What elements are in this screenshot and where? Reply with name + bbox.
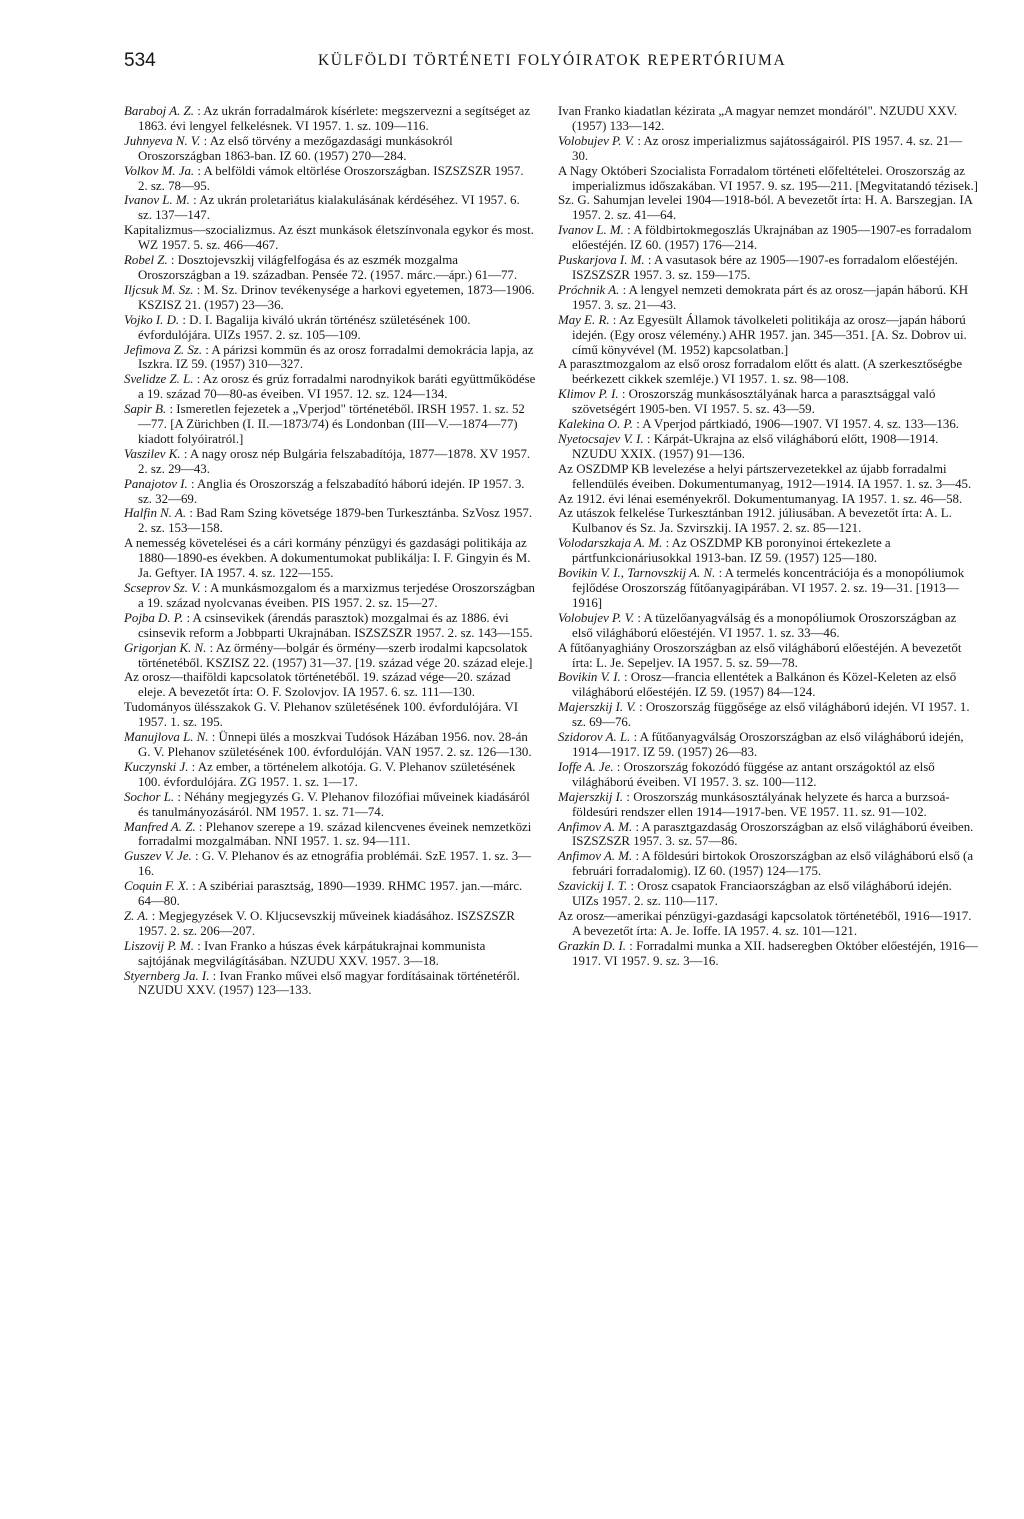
entry-text: : Ismeretlen fejezetek a „Vperjod" történetéből. IRSH 1957. 1. sz. 52—77. [A Zürichben (I. II.—1873/74) és Londonban (III—V.—1874—77) kiadott folyóiratról.]: [138, 402, 525, 446]
bibliography-entry: [124, 969, 536, 999]
entry-text: A nemesség követelései és a cári kormány pénzügyi és gazdasági politikája az 1880—1890-es években. A dokumentumokat publikálja: I. F. Gingyin és M. Ja. Geftyer. IA 1957. 4. sz. 122—155.: [124, 536, 531, 581]
entry-text: : Oroszország munkásosztályának harca a parasztsággal való szövetségért 1905-ben. VI 1957. 5. sz. 43—59.: [572, 387, 936, 417]
entry-author: Svelidze Z. L.: [124, 372, 194, 387]
bibliography-entry: [558, 670, 978, 700]
entry-text: : A nagy orosz nép Bulgária felszabadítója, 1877—1878. XV 1957. 2. sz. 29—43.: [138, 446, 531, 476]
bibliography-entry: [124, 506, 536, 536]
entry-text: Kapitalizmus—szocializmus. Az észt munkások életszínvonala egykor és most. WZ 1957. 5. sz. 466—467.: [124, 223, 534, 253]
entry-text: : Az OSZDMP KB poronyinoi értekezlete a pártfunkcionáriusokkal 1913-ban. IZ 59. (1957) 125—180.: [572, 536, 891, 566]
bibliography-entry: [124, 730, 536, 760]
entry-author: Z. A.: [124, 908, 149, 923]
entry-text: : A munkásmozgalom és a marxizmus terjedése Oroszországban a 19. század nyolcvanas éveiben. PIS 1957. 2. sz. 15—27.: [138, 581, 535, 610]
entry-text: : A termelés koncentrációja és a monopóliumok fejlődése Oroszország fűtőanyagipárában. VI 1957. 2. sz. 19—31. [1913—1916]: [572, 566, 965, 610]
entry-text: : Orosz—francia ellentétek a Balkánon és Közel-Keleten az első világháború előestéjén. IZ 59. (1957) 84—124.: [572, 670, 957, 700]
bibliography-entry: [558, 849, 978, 879]
entry-text: : Az Egyesült Államok távolkeleti politikája az orosz—japán háború idején. (Egy orosz vélemény.) AHR 1957. jan. 345—351. [A. Sz. Dobrov ui. című könyvével (M. 1952) kapcsolatban.]: [572, 312, 967, 357]
bibliography-entry: [558, 387, 978, 417]
entry-text: : Bad Ram Szing követsége 1879-ben Turkesztánba. SzVosz 1957. 2. sz. 153—158.: [138, 506, 533, 536]
bibliography-entry: [124, 581, 536, 611]
bibliography-entry: [124, 313, 536, 343]
entry-text: : Az orosz imperializmus sajátosságairól. PIS 1957. 4. sz. 21—30.: [572, 133, 963, 163]
bibliography-entry: [124, 670, 536, 700]
entry-author: Jefimova Z. Sz.: [124, 342, 203, 357]
entry-author: Iljcsuk M. Sz.: [124, 282, 194, 297]
entry-author: Robel Z.: [124, 253, 168, 268]
bibliography-entry: [558, 492, 978, 507]
bibliography-entry: [558, 223, 978, 253]
bibliography-entry: [558, 909, 978, 939]
bibliography-entry: [124, 283, 536, 313]
entry-author: Baraboj A. Z.: [124, 104, 194, 118]
entry-author: Szavickij I. T.: [558, 879, 628, 894]
bibliography-entry: [124, 134, 536, 164]
bibliography-entry: [558, 730, 978, 760]
entry-author: Ioffe A. Je.: [558, 759, 614, 774]
entry-author: Vojko I. D.: [124, 312, 180, 327]
entry-text: A fűtőanyaghiány Oroszországban az első világháború előestéjén. A bevezetőt írta: L. Je. Sepeljev. IA 1957. 5. sz. 59—78.: [558, 640, 962, 670]
entry-text: : Az ukrán forradalmárok kísérlete: megszervezni a segítséget az 1863. évi lengyel felkelésnek. VI 1957. 1. sz. 109—116.: [138, 104, 531, 133]
entry-text: Sz. G. Sahumjan levelei 1904—1918-ból. A bevezetőt írta: H. A. Barszegjan. IA 1957. 2. sz. 41—64.: [558, 193, 973, 223]
entry-text: : Oroszország munkásosztályának helyzete és harca a burzsoá-földesúri rendszer ellen 1914—1917-ben. VE 1957. 11. sz. 91—102.: [572, 789, 950, 819]
entry-author: Grazkin D. I.: [558, 938, 627, 953]
entry-text: Ivan Franko kiadatlan kézirata „A magyar nemzet mondáról". NZUDU XXV. (1957) 133—142.: [558, 104, 958, 133]
bibliography-entry: [124, 611, 536, 641]
bibliography-entry: [124, 849, 536, 879]
bibliography-entry: [124, 879, 536, 909]
entry-author: Bovikin V. I., Tarnovszkij A. N.: [558, 566, 716, 581]
entry-text: Tudományos ülésszakok G. V. Plehanov születésének 100. évfordulójára. VI 1957. 1. sz. 195.: [124, 700, 519, 730]
entry-text: Az utászok felkelése Turkesztánban 1912. júliusában. A bevezetőt írta: A. L. Kulbanov és Sz. Ja. Szvirszkij. IA 1957. 2. sz. 85—121.: [558, 506, 952, 536]
entry-text: : A szibériai parasztság, 1890—1939. RHMC 1957. jan.—márc. 64—80.: [138, 879, 523, 909]
entry-author: Kuczynski J.: [124, 759, 189, 774]
entry-text: : A földesúri birtokok Oroszországban az első világháború első (a februári forradalomig). IZ 60. (1957) 124—175.: [572, 849, 974, 879]
entry-author: Grigorjan K. N.: [124, 640, 207, 655]
entry-text: : A vasutasok bére az 1905—1907-es forradalom előestéjén. ISZSZSZR 1957. 3. sz. 159—175.: [572, 253, 958, 282]
bibliography-entry: [558, 164, 978, 194]
entry-author: Anfimov A. M.: [558, 849, 633, 864]
entry-author: Juhnyeva N. V.: [124, 133, 201, 148]
entry-author: Vaszilev K.: [124, 446, 181, 461]
entry-author: Coquin F. X.: [124, 879, 189, 894]
entry-text: : Anglia és Oroszország a felszabadító háború idején. IP 1957. 3. sz. 32—69.: [138, 476, 525, 506]
entry-text: : Az első törvény a mezőgazdasági munkásokról Oroszországban 1863-ban. IZ 60. (1957) 270—284.: [138, 133, 453, 163]
entry-author: Volkov M. Ja.: [124, 163, 195, 178]
entry-author: Liszovij P. M.: [124, 938, 194, 953]
entry-author: Anfimov A. M.: [558, 819, 633, 834]
bibliography-entry: [124, 641, 536, 671]
entry-author: Guszev V. Je.: [124, 849, 192, 864]
entry-text: : M. Sz. Drinov tevékenysége a harkovi egyetemen, 1873—1906. KSZISZ 21. (1957) 23—36.: [138, 282, 535, 312]
entry-text: : Néhány megjegyzés G. V. Plehanov filozófiai műveinek kiadásáról és tanulmányozásáról. NM 1957. 1. sz. 71—74.: [138, 789, 530, 819]
bibliography-entry: [558, 313, 978, 358]
bibliography-entry: [558, 760, 978, 790]
entry-author: Majerszkij I.: [558, 789, 624, 804]
bibliography-entry: [558, 820, 978, 850]
entry-author: Ivanov L. M.: [124, 193, 190, 208]
entry-text: A parasztmozgalom az első orosz forradalom előtt és alatt. (A szerkesztőségbe beérkezett cikkek szemléje.) VI 1957. 1. sz. 98—108.: [558, 357, 963, 387]
entry-author: Halfin N. A.: [124, 506, 187, 521]
entry-text: A Nagy Októberi Szocialista Forradalom történeti előfeltételei. Oroszország az imperializmus időszakában. VI 1957. 9. sz. 195—211. [Megvitatandó tézisek.]: [558, 163, 978, 193]
bibliography-entry: [558, 193, 978, 223]
entry-text: : A lengyel nemzeti demokrata párt és az orosz—japán háború. KH 1957. 3. sz. 21—43.: [572, 282, 968, 312]
bibliography-entry: [558, 536, 978, 566]
entry-author: Majerszkij I. V.: [558, 700, 636, 715]
entry-author: Kalekina O. P.: [558, 417, 633, 432]
entry-text: Az orosz—thaiföldi kapcsolatok történetéből. 19. század vége—20. század eleje. A bevezetőt írta: O. F. Szolovjov. IA 1957. 6. sz. 111—130.: [124, 670, 511, 700]
entry-text: : Orosz csapatok Franciaországban az első világháború idején. UIZs 1957. 2. sz. 110—117.: [572, 879, 952, 909]
entry-text: : A parasztgazdaság Oroszországban az első világháború éveiben. ISZSZSZR 1957. 3. sz. 57—86.: [572, 819, 974, 849]
entry-text: : Az orosz és grúz forradalmi narodnyikok baráti együttműködése a 19. század 70—80-as éveiben. VI 1957. 12. sz. 124—134.: [138, 372, 536, 402]
entry-author: Klimov P. I.: [558, 387, 619, 402]
entry-text: : Ünnepi ülés a moszkvai Tudósok Házában 1956. nov. 28-án G. V. Plehanov születésének 100. évfordulóján. VAN 1957. 2. sz. 126—130.: [138, 730, 532, 759]
entry-author: Panajotov I.: [124, 476, 188, 491]
entry-author: Volodarszkaja A. M.: [558, 536, 663, 551]
entry-text: Az 1912. évi lénai eseményekről. Dokumentumanyag. IA 1957. 1. sz. 46—58.: [558, 491, 963, 506]
bibliography-entry: [124, 909, 536, 939]
entry-author: Volobujev P. V.: [558, 133, 635, 148]
bibliography-entry: [124, 372, 536, 402]
bibliography-entry: [124, 402, 536, 447]
bibliography-entry: [558, 611, 978, 641]
page-number: 534: [124, 50, 156, 71]
entry-text: : G. V. Plehanov és az etnográfia problémái. SzE 1957. 1. sz. 3—16.: [138, 849, 532, 879]
entry-text: : A tüzelőanyagválság és a monopóliumok Oroszországban az első világháború előestéjén. VI 1957. 1. sz. 33—46.: [572, 610, 957, 640]
bibliography-entry: [558, 432, 978, 462]
bibliography-entry: [124, 700, 536, 730]
entry-text: : A földbirtokmegoszlás Ukrajnában az 1905—1907-es forradalom előestéjén. IZ 60. (1957) 176—214.: [572, 223, 972, 253]
bibliography-entry: [124, 193, 536, 223]
entry-text: : Dosztojevszkij világfelfogása és az eszmék mozgalma Oroszországban a 19. században. Pensée 72. (1957. márc.—ápr.) 61—77.: [138, 253, 518, 282]
entry-author: Sochor L.: [124, 789, 175, 804]
entry-text: Az OSZDMP KB levelezése a helyi pártszervezetekkel az újabb forradalmi fellendülés éveiben. Dokumentumanyag, 1912—1914. IA 1957. 1. sz. 3—45.: [558, 461, 972, 491]
entry-author: May E. R.: [558, 312, 610, 327]
entry-text: : Kárpát-Ukrajna az első világháború előtt, 1908—1914. NZUDU XXIX. (1957) 91—136.: [572, 431, 939, 461]
bibliography-entry: [558, 417, 978, 432]
entry-author: Volobujev P. V.: [558, 610, 635, 625]
entry-author: Sapir B.: [124, 402, 167, 417]
entry-text: Az orosz—amerikai pénzügyi-gazdasági kapcsolatok történetéből, 1916—1917. A bevezetőt írta: A. Je. Ioffe. IA 1957. 4. sz. 101—121.: [558, 908, 972, 938]
bibliography-entry: [124, 820, 536, 850]
entry-text: : Az ember, a történelem alkotója. G. V. Plehanov születésének 100. évfordulójára. ZG 1957. 1. sz. 1—17.: [138, 759, 516, 789]
entry-author: Pojba D. P.: [124, 610, 184, 625]
bibliography-entry: [558, 879, 978, 909]
entry-text: : Forradalmi munka a XII. hadseregben Október előestéjén, 1916—1917. VI 1957. 9. sz. 3—16.: [572, 938, 978, 968]
running-title: KÜLFÖLDI TÖRTÉNETI FOLYÓIRATOK REPERTÓRIUMA: [318, 52, 787, 69]
entry-author: Manujlova L. N.: [124, 730, 209, 745]
entry-text: : D. I. Bagalija kiváló ukrán történész születésének 100. évfordulójára. UIZs 1957. 2. sz. 105—109.: [138, 312, 471, 342]
bibliography-entry: [558, 104, 978, 134]
right-column: [558, 104, 978, 969]
bibliography-entry: [124, 223, 536, 253]
entry-text: : Oroszország függősége az első világháború idején. VI 1957. 1. sz. 69—76.: [572, 700, 970, 730]
entry-author: Manfred A. Z.: [124, 819, 196, 834]
bibliography-entry: [124, 760, 536, 790]
bibliography-entry: [558, 462, 978, 492]
entry-text: : Ivan Franko művei első magyar fordításainak történetéről. NZUDU XXV. (1957) 123—133.: [138, 968, 520, 998]
bibliography-entry: [558, 790, 978, 820]
bibliography-entry: [558, 253, 978, 283]
bibliography-entry: [124, 343, 536, 373]
entry-author: Puskarjova I. M.: [558, 253, 645, 268]
bibliography-entry: [124, 477, 536, 507]
bibliography-entry: [558, 641, 978, 671]
entry-text: : Plehanov szerepe a 19. század kilencvenes éveinek nemzetközi forradalmi mozgalmában. NNI 1957. 1. sz. 94—111.: [138, 819, 532, 849]
entry-text: : Ivan Franko a húszas évek kárpátukrajnai kommunista sajtójának megvilágításában. NZUDU XXV. 1957. 3—18.: [138, 938, 486, 968]
entry-text: : A fűtőanyagválság Oroszországban az első világháború idején, 1914—1917. IZ 59. (1957) 26—83.: [572, 730, 964, 759]
bibliography-entry: [124, 253, 536, 283]
left-column: [124, 104, 536, 998]
entry-author: Bovikin V. I.: [558, 670, 621, 685]
entry-author: Nyetocsajev V. I.: [558, 431, 644, 446]
entry-author: Ivanov L. M.: [558, 223, 624, 238]
bibliography-entry: [558, 566, 978, 611]
bibliography-entry: [558, 134, 978, 164]
entry-text: : A Vperjod pártkiadó, 1906—1907. VI 1957. 4. sz. 133—136.: [636, 417, 960, 432]
bibliography-entry: [558, 939, 978, 969]
bibliography-entry: [124, 536, 536, 581]
entry-text: : Az örmény—bolgár és örmény—szerb irodalmi kapcsolatok történetéből. KSZISZ 22. (1957) 31—37. [19. század vége 20. század eleje.]: [138, 640, 533, 670]
entry-text: : Az ukrán proletariátus kialakulásának kérdéséhez. VI 1957. 6. sz. 137—147.: [138, 193, 520, 223]
bibliography-entry: [124, 447, 536, 477]
bibliography-entry: [124, 790, 536, 820]
entry-text: : A csinsevikek (árendás parasztok) mozgalmai és az 1886. évi csinsevik reform a Jobbparti Ukrajnában. ISZSZSZR 1957. 2. sz. 143—155.: [138, 610, 533, 640]
entry-text: : Megjegyzések V. O. Kljucsevszkij műveinek kiadásához. ISZSZSZR 1957. 2. sz. 206—207.: [138, 908, 515, 938]
bibliography-entry: [558, 700, 978, 730]
entry-text: : A párizsi kommün és az orosz forradalmi demokrácia lapja, az Iszkra. IZ 59. (1957) 310—327.: [138, 342, 534, 372]
entry-author: Styernberg Ja. I.: [124, 968, 210, 983]
entry-author: Szidorov A. L.: [558, 730, 631, 745]
entry-text: : Oroszország fokozódó függése az antant országoktól az első világháború éveiben. VI 1957. 3. sz. 100—112.: [572, 759, 935, 789]
bibliography-entry: [124, 939, 536, 969]
bibliography-entry: [558, 357, 978, 387]
entry-author: Scseprov Sz. V.: [124, 581, 201, 595]
entry-author: Próchnik A.: [558, 282, 620, 297]
bibliography-entry: [124, 104, 536, 134]
bibliography-entry: [124, 164, 536, 194]
bibliography-entry: [558, 283, 978, 313]
entry-text: : A belföldi vámok eltörlése Oroszországban. ISZSZSZR 1957. 2. sz. 78—95.: [138, 163, 524, 193]
bibliography-entry: [558, 506, 978, 536]
